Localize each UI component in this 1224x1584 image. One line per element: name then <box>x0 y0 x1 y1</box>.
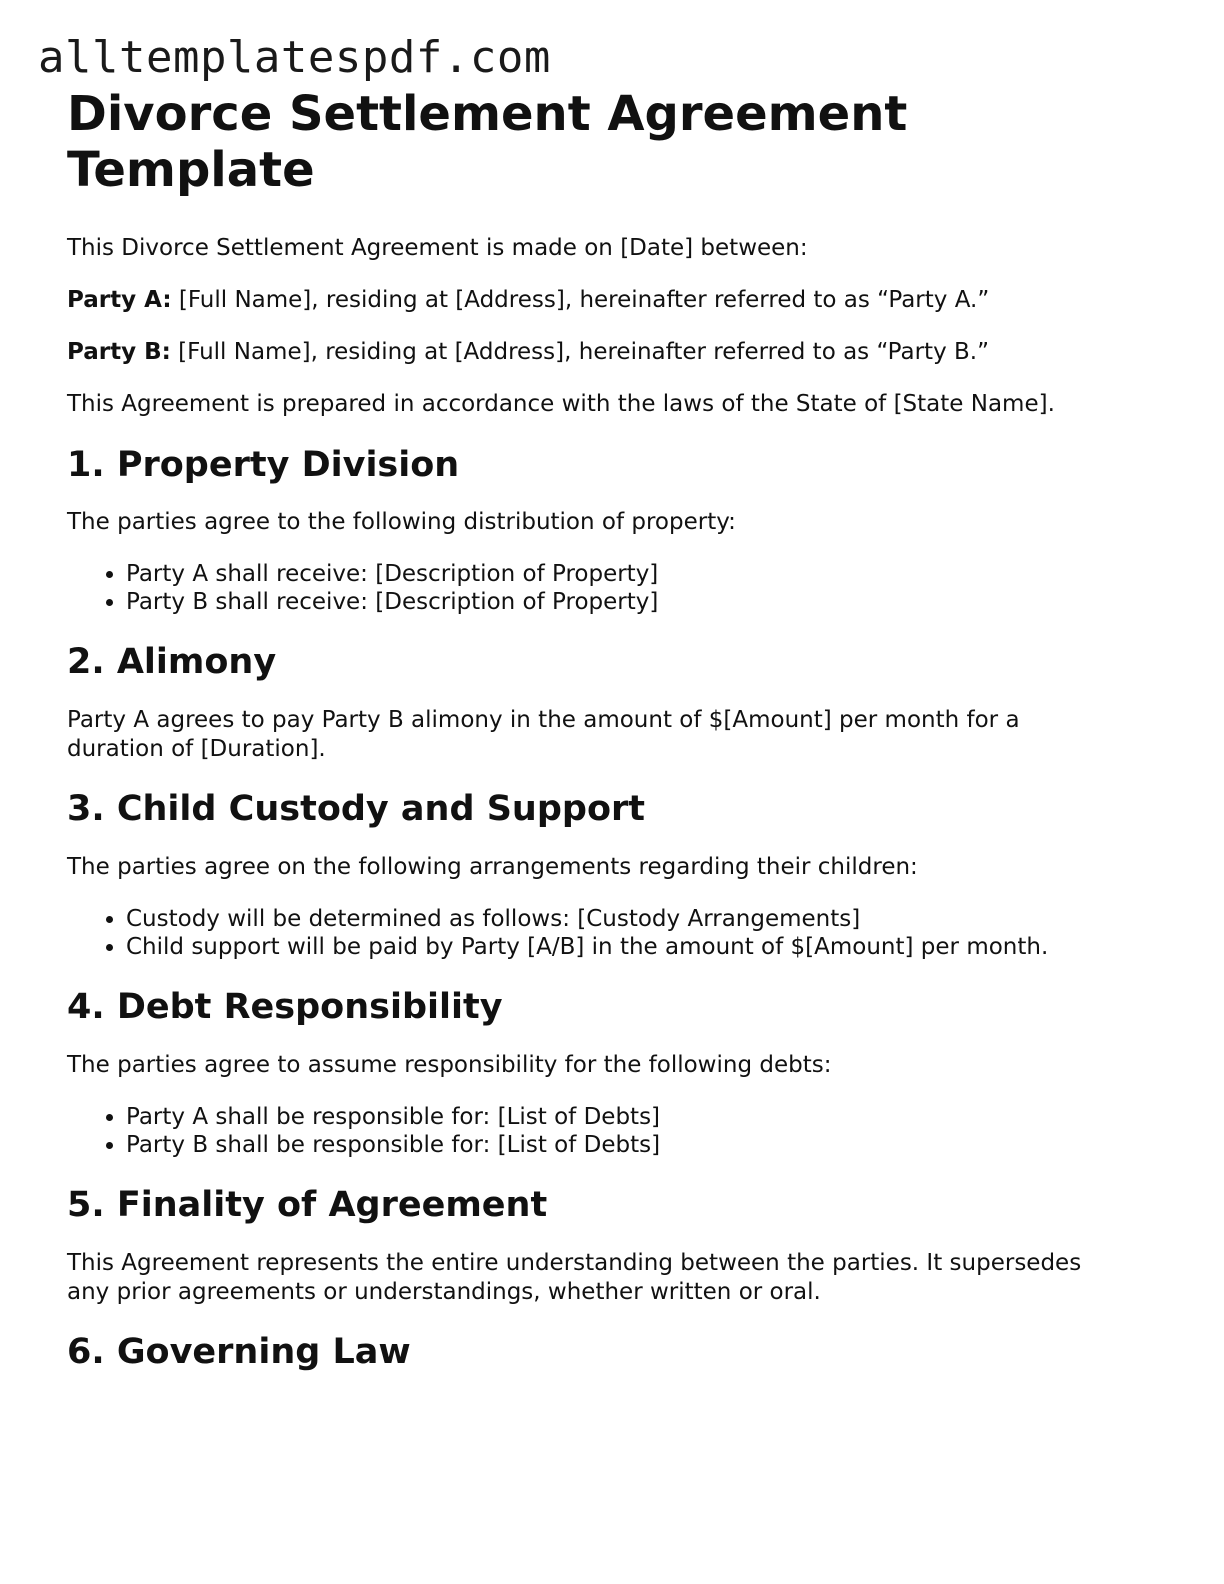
finality-line-2: any prior agreements or understandings, whether written or oral. <box>67 1279 821 1305</box>
property-list <box>67 560 1157 616</box>
section-heading-finality: 5. Finality of Agreement <box>67 1185 548 1225</box>
list-item: • Custody will be determined as follows: [Custody Arrangements] <box>126 905 1157 933</box>
party-b-paragraph <box>67 338 1157 367</box>
title-line-2: Template <box>67 142 315 198</box>
alimony-paragraph <box>67 706 1157 764</box>
section-heading-alimony: 2. Alimony <box>67 642 277 682</box>
custody-intro: The parties agree on the following arrangements regarding their children: <box>67 854 918 880</box>
debt-list <box>67 1103 1157 1159</box>
finality-line-1: This Agreement represents the entire understanding between the parties. It supersedes <box>67 1250 1082 1276</box>
party-a-text: [Full Name], residing at [Address], hereinafter referred to as “Party A.” <box>171 287 990 313</box>
list-item: • Party A shall receive: [Description of Property] <box>126 560 1157 588</box>
watermark-text: alltemplatespdf.com <box>38 32 551 83</box>
alimony-line-1: Party A agrees to pay Party B alimony in the amount of $[Amount] per month for a <box>67 707 1020 733</box>
document-title <box>67 86 1157 198</box>
custody-list <box>67 905 1157 961</box>
debt-intro: The parties agree to assume responsibility for the following debts: <box>67 1052 832 1078</box>
list-item: • Party B shall receive: [Description of Property] <box>126 588 1157 616</box>
list-item: • Party B shall be responsible for: [List of Debts] <box>126 1131 1157 1159</box>
party-a-paragraph <box>67 286 1157 315</box>
party-b-label: Party B: <box>67 339 171 365</box>
section-heading-property: 1. Property Division <box>67 445 460 485</box>
section-heading-governing-law: 6. Governing Law <box>67 1332 411 1372</box>
document-body <box>67 86 1157 1373</box>
finality-paragraph <box>67 1249 1157 1307</box>
title-line-1: Divorce Settlement Agreement <box>67 86 908 142</box>
party-b-text: [Full Name], residing at [Address], hereinafter referred to as “Party B.” <box>170 339 990 365</box>
section-heading-debt: 4. Debt Responsibility <box>67 987 503 1027</box>
section-heading-custody: 3. Child Custody and Support <box>67 789 645 829</box>
law-statement: This Agreement is prepared in accordance with the laws of the State of [State Name]. <box>67 391 1055 417</box>
intro-paragraph: This Divorce Settlement Agreement is made on [Date] between: <box>67 235 808 261</box>
alimony-line-2: duration of [Duration]. <box>67 736 326 762</box>
list-item: • Party A shall be responsible for: [List of Debts] <box>126 1103 1157 1131</box>
party-a-label: Party A: <box>67 287 172 313</box>
property-intro: The parties agree to the following distribution of property: <box>67 509 736 535</box>
list-item: • Child support will be paid by Party [A/B] in the amount of $[Amount] per month. <box>126 933 1157 961</box>
